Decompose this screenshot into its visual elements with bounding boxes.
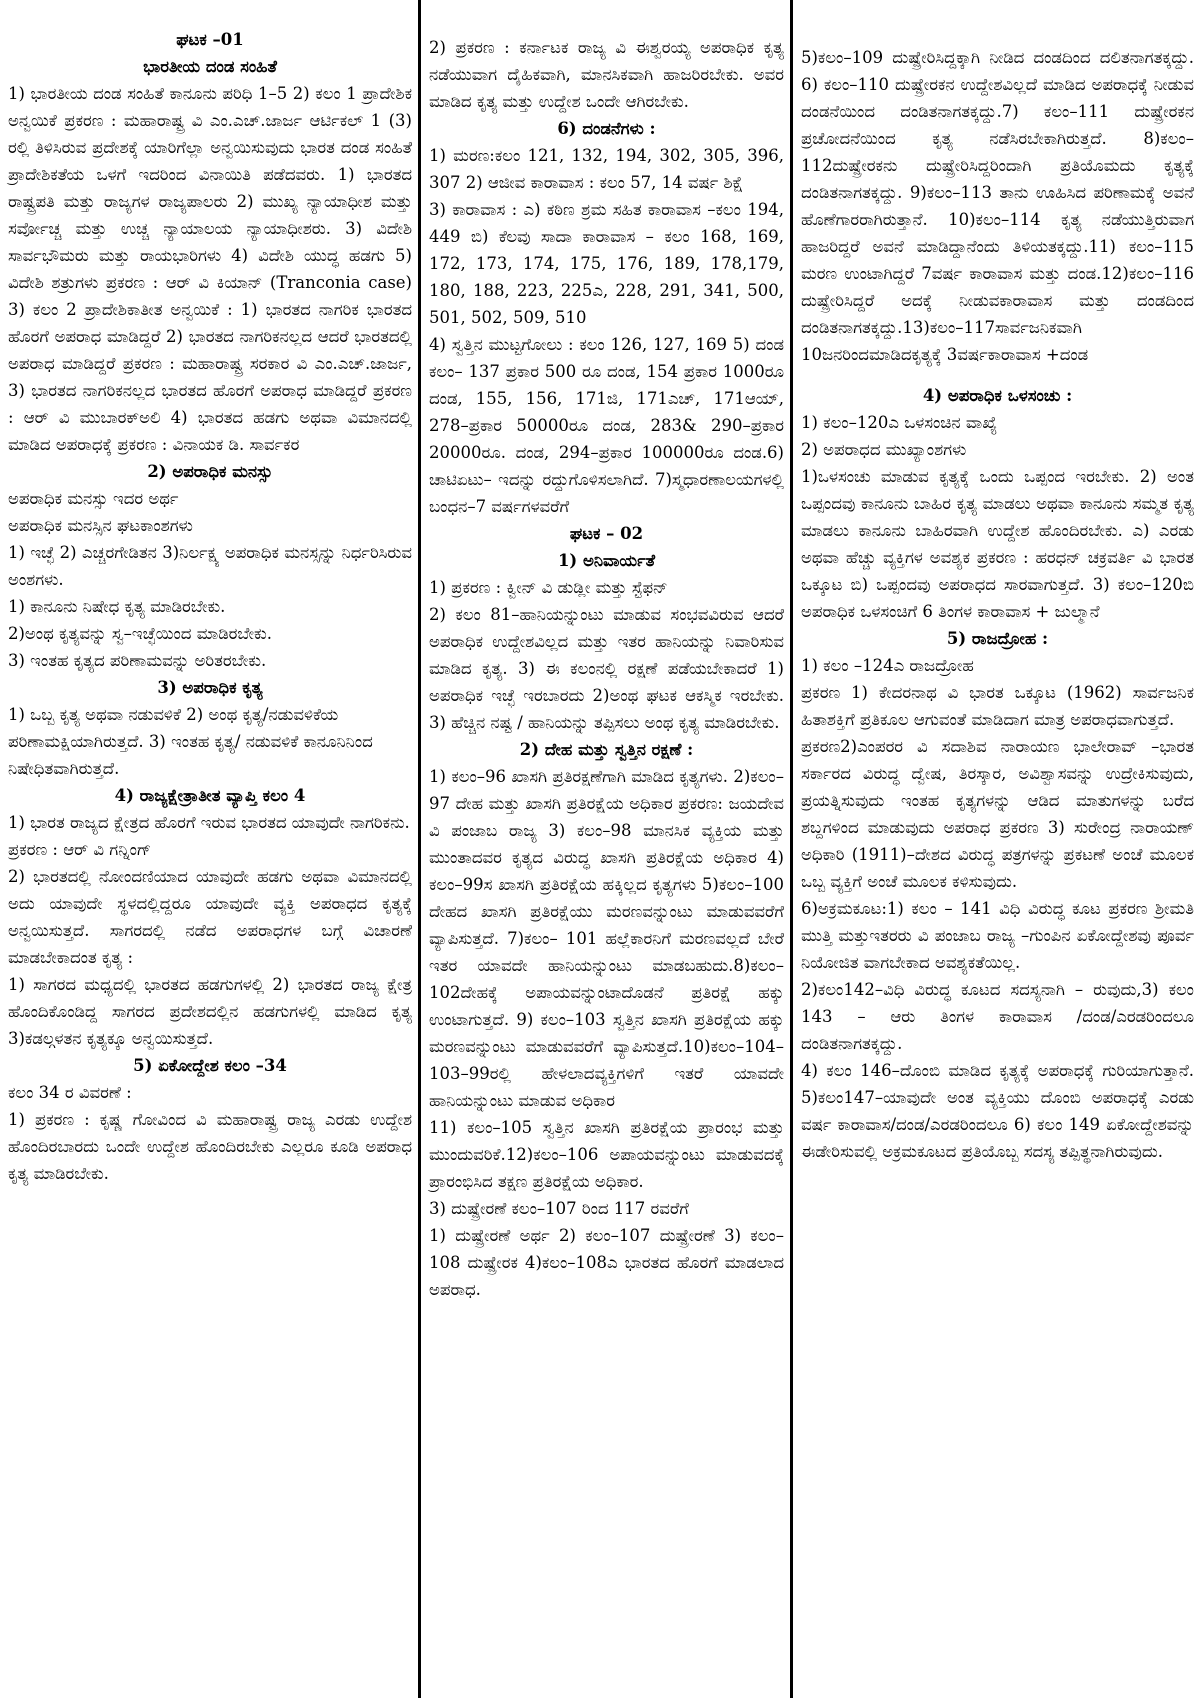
spacer [801,368,1194,382]
paragraph: 1) ಕಾನೂನು ನಿಷೇಧ ಕೃತ್ಯ ಮಾಡಿರಬೇಕು. [8,597,226,616]
paragraph: 1) ಕಲಂ –124ಎ ರಾಜದ್ರೋಹ [801,656,974,675]
paragraph: ಕಲಂ 34 ರ ವಿವರಣೆ : [8,1083,132,1102]
paragraph: 1) ಇಚ್ಛೆ 2) ಎಚ್ಚರಗೇಡಿತನ 3)ನಿರ್ಲಕ್ಷ್ಯ ಅಪರಾಧಿಕ ಮನಸ್ಸನ್ನು ನಿರ್ಧರಿಸಿರುವ ಅಂಶಗಳು. [8,543,412,589]
section-heading: 4) ಅಪರಾಧಿಕ ಒಳಸಂಚು : [922,386,1073,405]
paragraph: ಪರಿಣಾಮಕ್ಷಿಯಾಗಿರುತ್ತದೆ. 3) ಇಂತಹ ಕೃತ್ಯ/ ನಡುವಳಿಕೆ ಕಾನೂನಿನಿಂದ [8,732,373,751]
paragraph: 1) ಒಬ್ಬ ಕೃತ್ಯ ಅಥವಾ ನಡುವಳಿಕೆ 2) ಅಂಥ ಕೃತ್ಯ/ನಡುವಳಿಕೆಯ [8,705,339,724]
paragraph: 1) ಸಾಗರದ ಮಧ್ಯದಲ್ಲಿ ಭಾರತದ ಹಡಗುಗಳಲ್ಲಿ 2) ಭಾರತದ ರಾಜ್ಯ ಕ್ಷೇತ್ರ ಹೊಂದಿಕೊಂಡಿದ್ದ ಸಾಗರದ ಪ್ರದೇಶದಲ್ಲಿನ ಹಡಗುಗಳಲ್ಲಿ ಮಾಡಿದ ಕೃತ್ಯ 3)ಕಡಲ್ಗಳತನ ಕೃತ್ಯಕ್ಕೂ ಅನ್ವಯಿಸುತ್ತದೆ. [8,975,412,1048]
paragraph: 3) ಕಾರಾವಾಸ : ಎ) ಕಠಿಣ ಶ್ರಮ ಸಹಿತ ಕಾರಾವಾಸ –ಕಲಂ 194, 449 ಬಿ) ಕೆಲವು ಸಾದಾ ಕಾರಾವಾಸ – ಕಲಂ 168, 169, 172, 173, 174, 175, 176, 189, 178,179, 180, 188, 223, 225ಎ, 228, 291, 341, 500, 501, 502, 509, 510 [429,200,784,327]
paragraph: ಪ್ರಕರಣ 1) ಕೇದರನಾಥ ವಿ ಭಾರತ ಒಕ್ಕೂಟ (1962) ಸಾರ್ವಜನಿಕ ಹಿತಾಶಕ್ತಿಗೆ ಪ್ರತಿಕೂಲ ಆಗುವಂತೆ ಮಾಡಿದಾಗ ಮಾತ್ರ ಅಪರಾಧವಾಗುತ್ತದೆ. [801,683,1194,729]
paragraph: 2) ಕಲಂ 81–ಹಾನಿಯನ್ನುಂಟು ಮಾಡುವ ಸಂಭವವಿರುವ ಆದರೆ ಅಪರಾಧಿಕ ಉದ್ದೇಶವಿಲ್ಲದ ಮತ್ತು ಇತರ ಹಾನಿಯನ್ನು ನಿವಾರಿಸುವ ಮಾಡಿದ ಕೃತ್ಯ. 3) ಈ ಕಲಂನಲ್ಲಿ ರಕ್ಷಣೆ ಪಡೆಯಬೇಕಾದರೆ 1) ಅಪರಾಧಿಕ ಇಚ್ಛೆ ಇರಬಾರದು 2)ಅಂಥ ಘಟಕ ಆಕಸ್ಮಿಕ ಇರಬೇಕು. 3) ಹೆಚ್ಚಿನ ನಷ್ಟ / ಹಾನಿಯನ್ನು ತಪ್ಪಿಸಲು ಅಂಥ ಕೃತ್ಯ ಮಾಡಿರಬೇಕು. [429,605,784,732]
paragraph: 3) ದುಷ್ಪ್ರೇರಣೆ ಕಲಂ–107 ರಿಂದ 117 ರವರೆಗೆ [429,1199,689,1218]
paragraph: 4) ಸ್ವತ್ತಿನ ಮುಟ್ಟಗೋಲು : ಕಲಂ 126, 127, 169 5) ದಂಡ ಕಲಂ– 137 ಪ್ರಕಾರ 500 ರೂ ದಂಡ, 154 ಪ್ರಕಾರ 1000ರೂ ದಂಡ, 155, 156, 171ಜಿ, 171ಎಚ್, 171ಆಯ್, 278–ಪ್ರಕಾರ 50000ರೂ ದಂಡ, 283& 290–ಪ್ರಕಾರ 20000ರೂ. ದಂಡ, 294–ಪ್ರಕಾರ 100000ರೂ ದಂಡ.6) ಚಾಟಿಏಟು– ಇದನ್ನು ರದ್ದುಗೊಳಿಸಲಾಗಿದೆ. 7)ಸ್ಮಧಾರಣಾಲಯಗಳಲ್ಲಿ ಬಂಧನ–7 ವರ್ಷಗಳವರೆಗೆ [429,335,784,516]
paragraph: 2) ಅಪರಾಧದ ಮುಖ್ಯಾಂಶಗಳು [801,440,967,459]
section-heading: 4) ರಾಜ್ಯಕ್ಷೇತ್ರಾತೀತ ವ್ಯಾಪ್ತಿ ಕಲಂ 4 [114,786,306,805]
paragraph: 1) ಪ್ರಕರಣ : ಕ್ವೀನ್ ವಿ ಡುಡ್ಲೀ ಮತ್ತು ಸ್ಟೆಫನ್ [429,578,668,597]
paragraph: 1) ದುಷ್ಪ್ರೇರಣೆ ಅರ್ಥ 2) ಕಲಂ–107 ದುಷ್ಪ್ರೇರಣೆ 3) ಕಲಂ–108 ದುಷ್ಪ್ರೇರಕ 4)ಕಲಂ–108ಎ ಭಾರತದ ಹೊರಗೆ ಮಾಡಲಾದ ಅಪರಾಧ. [429,1226,784,1299]
column-right [790,0,1200,1698]
paragraph: 1) ಭಾರತೀಯ ದಂಡ ಸಂಹಿತೆ ಕಾನೂನು ಪರಿಧಿ 1–5 2) ಕಲಂ 1 ಪ್ರಾದೇಶಿಕ ಅನ್ವಯಿಕೆ ಪ್ರಕರಣ : ಮಹಾರಾಷ್ಟ್ರ ವಿ ಎಂ.ಎಚ್.ಜಾರ್ಜ ಆರ್ಟಿಕಲ್ 1 (3) ರಲ್ಲಿ ತಿಳಿಸಿರುವ ಪ್ರದೇಶಕ್ಕೆ ಯಾರಿಗೆಲ್ಲಾ ಅನ್ವಯಿಸುವುದು ಭಾರತ ದಂಡ ಸಂಹಿತೆ ಪ್ರಾದೇಶಿಕತೆಯ ಒಳಗೆ ಇದರಿಂದ ವಿನಾಯಿತಿ ಪಡೆದವರು. 1) ಭಾರತದ ರಾಷ್ಟ್ರಪತಿ ಮತ್ತು ರಾಜ್ಯಗಳ ರಾಜ್ಯಪಾಲರು 2) ಮುಖ್ಯ ನ್ಯಾಯಾಧೀಶ ಮತ್ತು ಸರ್ವೋಚ್ಚ ಮತ್ತು ಉಚ್ಚ ನ್ಯಾಯಾಲಯ ನ್ಯಾಯಾಧೀಶರು. 3) ವಿದೇಶಿ ಸಾರ್ವಭೌಮರು ಮತ್ತು ರಾಯಭಾರಿಗಳು 4) ವಿದೇಶಿ ಯುದ್ಧ ಹಡಗು 5) ವಿದೇಶಿ ಶತ್ರುಗಳು ಪ್ರಕರಣ : ಆರ್ ವಿ ಕಿಯಾನ್ (Tranconia case) 3) ಕಲಂ 2 ಪ್ರಾದೇಶಿಕಾತೀತ ಅನ್ವಯಿಕೆ : 1) ಭಾರತದ ನಾಗರಿಕ ಭಾರತದ ಹೊರಗೆ ಅಪರಾಧ ಮಾಡಿದ್ದರೆ 2) ಭಾರತದ ನಾಗರಿಕನಲ್ಲದ ಆದರೆ ಭಾರತದಲ್ಲಿ ಅಪರಾಧ ಮಾಡಿದ್ದರೆ ಪ್ರಕರಣ : ಮಹಾರಾಷ್ಟ್ರ ಸರಕಾರ ವಿ ಎಂ.ಎಚ್.ಜಾರ್ಜ, 3) ಭಾರತದ ನಾಗರಿಕನಲ್ಲದ ಭಾರತದ ಹೊರಗೆ ಅಪರಾಧ ಮಾಡಿದ್ದರೆ ಪ್ರಕರಣ : ಆರ್ ವಿ ಮುಬಾರಕ್‌ಅಲಿ 4) ಭಾರತದ ಹಡಗು ಅಥವಾ ವಿಮಾನದಲ್ಲಿ ಮಾಡಿದ ಅಪರಾಧಕ್ಕೆ ಪ್ರಕರಣ : ವಿನಾಯಕ ಡಿ. ಸಾರ್ವಕರ [8,84,412,454]
paragraph: 1) ಪ್ರಕರಣ : ಕೃಷ್ಣ ಗೋವಿಂದ ವಿ ಮಹಾರಾಷ್ಟ್ರ ರಾಜ್ಯ ಎರಡು ಉದ್ದೇಶ ಹೊಂದಿರಬಾರದು ಒಂದೇ ಉದ್ದೇಶ ಹೊಂದಿರಬೇಕು ಎಲ್ಲರೂ ಕೂಡಿ ಅಪರಾಧ ಕೃತ್ಯ ಮಾಡಿರಬೇಕು. [8,1110,412,1183]
paragraph: 5)ಕಲಂ–109 ದುಷ್ಪ್ರೇರಿಸಿದ್ದಕ್ಕಾಗಿ ನೀಡಿದ ದಂಡದಿಂದ ದಲಿತನಾಗತಕ್ಕದ್ದು. 6) ಕಲಂ–110 ದುಷ್ಪ್ರೇರಕನ ಉದ್ದೇಶವಿಲ್ಲದೆ ಮಾಡಿದ ಅಪರಾಧಕ್ಕೆ ನೀಡುವ ದಂಡನೆಯಿಂದ ದಂಡಿತನಾಗತಕ್ಕದ್ದು.7) ಕಲಂ–111 ದುಷ್ಪ್ರೇರಕನ ಪ್ರಚೋದನೆಯಿಂದ ಕೃತ್ಯ ನಡೆಸಿರಬೇಕಾಗಿರುತ್ತದೆ. 8)ಕಲಂ–112ದುಷ್ಪ್ರೇರಕನು ದುಷ್ಪ್ರೇರಿಸಿದ್ದರಿಂದಾಗಿ ಪ್ರತಿಯೊಮದು ಕೃತ್ಯಕ್ಕೆ ದಂಡಿತನಾಗತಕ್ಕದ್ದು. 9)ಕಲಂ–113 ತಾನು ಊಹಿಸಿದ ಪರಿಣಾಮಕ್ಕೆ ಅವನೆ ಹೊಣೆಗಾರರಾಗಿರುತ್ತಾನೆ. 10)ಕಲಂ–114 ಕೃತ್ಯ ನಡೆಯುತ್ತಿರುವಾಗ ಹಾಜರಿದ್ದರೆ ಅವನೆ ಮಾಡಿದ್ದಾನೆಂದು ತಿಳಿಯತಕ್ಕದ್ದು.11) ಕಲಂ–115 ಮರಣ ಉಂಟಾಗಿದ್ದರೆ 7ವರ್ಷ ಕಾರಾವಾಸ ಮತ್ತು ದಂಡ.12)ಕಲಂ–116 ದುಷ್ಪ್ರೇರಿಸಿದ್ದರೆ ಅದಕ್ಕೆ ನೀಡುವಕಾರಾವಾಸ ಮತ್ತು ದಂಡದಿಂದ ದಂಡಿತನಾಗತಕ್ಕದ್ದು.13)ಕಲಂ–117ಸಾರ್ವಜನಿಕವಾಗಿ 10ಜನರಿಂದಮಾಡಿದಕೃತ್ಯಕ್ಕೆ 3ವರ್ಷಕಾರಾವಾಸ +ದಂಡ [801,48,1194,364]
paragraph: 1) ಭಾರತ ರಾಜ್ಯದ ಕ್ಷೇತ್ರದ ಹೊರಗೆ ಇರುವ ಭಾರತದ ಯಾವುದೇ ನಾಗರಿಕನು. [8,813,410,832]
paragraph: 6)ಅಕ್ರಮಕೂಟ:1) ಕಲಂ – 141 ವಿಧಿ ವಿರುದ್ಧ ಕೂಟ ಪ್ರಕರಣ ಶ್ರೀಮತಿ ಮುತ್ತಿ ಮತ್ತುಇತರರು ವಿ ಪಂಜಾಬ ರಾಜ್ಯ –ಗುಂಪಿನ ಏಕೋದ್ದೇಶವು ಪೂರ್ವ ನಿಯೋಜಿತ ವಾಗಬೇಕಾದ ಅವಶ್ಯಕತೆಯಿಲ್ಲ. [801,899,1194,972]
paragraph: 2) ಪ್ರಕರಣ : ಕರ್ನಾಟಕ ರಾಜ್ಯ ವಿ ಈಶ್ವರಯ್ಯ ಅಪರಾಧಿಕ ಕೃತ್ಯ ನಡೆಯುವಾಗ ದೈಹಿಕವಾಗಿ, ಮಾನಸಿಕವಾಗಿ ಹಾಜರಿರಬೇಕು. ಅವರ ಮಾಡಿದ ಕೃತ್ಯ ಮತ್ತು ಉದ್ದೇಶ ಒಂದೇ ಆಗಿರಬೇಕು. [429,38,784,111]
paragraph: 11) ಕಲಂ–105 ಸ್ವತ್ತಿನ ಖಾಸಗಿ ಪ್ರತಿರಕ್ಷೆಯ ಪ್ರಾರಂಭ ಮತ್ತು ಮುಂದುವರಿಕೆ.12)ಕಲಂ–106 ಅಪಾಯವನ್ನುಂಟು ಮಾಡುವದಕ್ಕೆ ಪ್ರಾರಂಭಿಸಿದ ತಕ್ಷಣ ಪ್ರತಿರಕ್ಷೆಯ ಅಧಿಕಾರ. [429,1118,784,1191]
paragraph: 2) ಭಾರತದಲ್ಲಿ ನೋಂದಣಿಯಾದ ಯಾವುದೇ ಹಡಗು ಅಥವಾ ವಿಮಾನದಲ್ಲಿ ಅದು ಯಾವುದೇ ಸ್ಥಳದಲ್ಲಿದ್ದರೂ ಯಾವುದೇ ವ್ಯಕ್ತಿ ಅಪರಾಧದ ಕೃತ್ಯಕ್ಕೆ ಅನ್ವಯಿಸುತ್ತದೆ. ಸಾಗರದಲ್ಲಿ ನಡೆದ ಅಪರಾಧಗಳ ಬಗ್ಗೆ ವಿಚಾರಣೆ ಮಾಡಬೇಕಾದಂತ ಕೃತ್ಯ : [8,867,412,967]
paragraph: 2)ಅಂಥ ಕೃತ್ಯವನ್ನು ಸ್ವ–ಇಚ್ಛೆಯಿಂದ ಮಾಡಿರಬೇಕು. [8,624,272,643]
section-heading: 5) ಏಕೋದ್ದೇಶ ಕಲಂ –34 [133,1056,287,1075]
paragraph: ಪ್ರಕರಣ2)ಎಂಪರರ ವಿ ಸದಾಶಿವ ನಾರಾಯಣ ಭಾಲೇರಾವ್ –ಭಾರತ ಸರ್ಕಾರದ ವಿರುದ್ಧ ದ್ವೇಷ, ತಿರಸ್ಕಾರ, ಅವಿಶ್ವಾಸವನ್ನು ಉದ್ರೇಕಿಸುವುದು, ಪ್ರಯತ್ನಿಸುವುದು ಇಂತಹ ಕೃತ್ಯಗಳನ್ನು ಆಡಿದ ಮಾತುಗಳನ್ನು ಬರೆದ ಶಬ್ದಗಳಿಂದ ಮಾಡುವುದು ಅಪರಾಧ ಪ್ರಕರಣ 3) ಸುರೇಂದ್ರ ನಾರಾಯಣ್ ಅಧಿಕಾರಿ (1911)–ದೇಶದ ವಿರುದ್ಧ ಪತ್ರಗಳನ್ನು ಪ್ರಕಟಣೆ ಅಂಚೆ ಮೂಲಕ ಒಬ್ಬ ವ್ಯಕ್ತಿಗೆ ಅಂಚೆ ಮೂಲಕ ಕಳಿಸುವುದು. [801,737,1194,891]
section-heading: 5) ರಾಜದ್ರೋಹ : [946,629,1049,648]
section-heading: 2) ದೇಹ ಮತ್ತು ಸ್ವತ್ತಿನ ರಕ್ಷಣೆ : [519,740,694,759]
paragraph: ಪ್ರಕರಣ : ಆರ್ ವಿ ಗನ್ನಿಂಗ್ [8,840,152,859]
paragraph: 1)ಒಳಸಂಚು ಮಾಡುವ ಕೃತ್ಯಕ್ಕೆ ಒಂದು ಒಪ್ಪಂದ ಇರಬೇಕು. 2) ಅಂತ ಒಪ್ಪಂದವು ಕಾನೂನು ಬಾಹಿರ ಕೃತ್ಯ ಮಾಡಲು ಅಥವಾ ಕಾನೂನು ಸಮ್ಮತ ಕೃತ್ಯ ಮಾಡಲು ಕಾನೂನು ಬಾಹಿರವಾಗಿ ಉದ್ದೇಶ ಹೊಂದಿರಬೇಕು. ಎ) ಎರಡು ಅಥವಾ ಹೆಚ್ಚು ವ್ಯಕ್ತಿಗಳ ಅವಶ್ಯಕ ಪ್ರಕರಣ : ಹರಧನ್ ಚಕ್ರವರ್ತಿ ವಿ ಭಾರತ ಒಕ್ಕೂಟ ಬಿ) ಒಪ್ಪಂದವು ಅಪರಾಧದ ಸಾರವಾಗುತ್ತದೆ. 3) ಕಲಂ–120ಬಿ ಅಪರಾಧಿಕ ಒಳಸಂಚಿಗೆ 6 ತಿಂಗಳ ಕಾರಾವಾಸ + ಜುಲ್ಮಾನೆ [801,467,1194,621]
section-heading: 1) ಅನಿವಾರ್ಯತೆ [557,551,656,570]
section-heading: 3) ಅಪರಾಧಿಕ ಕೃತ್ಯ [157,678,263,697]
column-left [0,0,418,1698]
section-heading: ಘಟಕ – 02 [569,524,644,543]
paragraph: 1) ಕಲಂ–96 ಖಾಸಗಿ ಪ್ರತಿರಕ್ಷಣೆಗಾಗಿ ಮಾಡಿದ ಕೃತ್ಯಗಳು. 2)ಕಲಂ–97 ದೇಹ ಮತ್ತು ಖಾಸಗಿ ಪ್ರತಿರಕ್ಷೆಯ ಅಧಿಕಾರ ಪ್ರಕರಣ: ಜಯದೇವ ವಿ ಪಂಜಾಬ ರಾಜ್ಯ 3) ಕಲಂ–98 ಮಾನಸಿಕ ವ್ಯಕ್ತಿಯ ಮತ್ತು ಮುಂತಾದವರ ಕೃತ್ಯದ ವಿರುದ್ಧ ಖಾಸಗಿ ಪ್ರತಿರಕ್ಷೆಯ ಅಧಿಕಾರ 4) ಕಲಂ–99ಸ ಖಾಸಗಿ ಪ್ರತಿರಕ್ಷೆಯ ಹಕ್ಕಿಲ್ಲದ ಕೃತ್ಯಗಳು 5)ಕಲಂ–100 ದೇಹದ ಖಾಸಗಿ ಪ್ರತಿರಕ್ಷೆಯು ಮರಣವನ್ನುಂಟು ಮಾಡುವವರೆಗೆ ವ್ಯಾಪಿಸುತ್ತದೆ. 7)ಕಲಂ– 101 ಹಲ್ಲೆಕಾರನಿಗೆ ಮರಣವಲ್ಲದೆ ಬೇರೆ ಇತರ ಯಾವದೇ ಹಾನಿಯನ್ನುಂಟು ಮಾಡಬಹುದು.8)ಕಲಂ– 102ದೇಹಕ್ಕೆ ಅಪಾಯವನ್ನುಂಟಾದೊಡನೆ ಪ್ರತಿರಕ್ಷೆ ಹಕ್ಕು ಉಂಟಾಗುತ್ತದೆ. 9) ಕಲಂ–103 ಸ್ವತ್ತಿನ ಖಾಸಗಿ ಪ್ರತಿರಕ್ಷೆಯ ಹಕ್ಕು ಮರಣವನ್ನುಂಟು ಮಾಡುವವರೆಗೆ ವ್ಯಾಪಿಸುತ್ತದೆ.10)ಕಲಂ–104–103–99ರಲ್ಲಿ ಹೇಳಲಾದವ್ಯಕ್ತಿಗಳಿಗೆ ಇತರೆ ಯಾವದೇ ಹಾನಿಯನ್ನುಂಟು ಮಾಡುವ ಅಧಿಕಾರ [429,767,784,1110]
paragraph: 1) ಮರಣ:ಕಲಂ 121, 132, 194, 302, 305, 396, 307 2) ಆಜೀವ ಕಾರಾವಾಸ : ಕಲಂ 57, 14 ವರ್ಷ ಶಿಕ್ಷೆ [429,146,784,192]
paragraph: 3) ಇಂತಹ ಕೃತ್ಯದ ಪರಿಣಾಮವನ್ನು ಅರಿತರಬೇಕು. [8,651,267,670]
section-heading: ಭಾರತೀಯ ದಂಡ ಸಂಹಿತೆ [143,57,277,76]
section-heading: 6) ದಂಡನೆಗಳು : [557,119,656,138]
section-heading: 2) ಅಪರಾಧಿಕ ಮನಸ್ಸು [147,462,273,481]
section-heading: ಘಟಕ –01 [176,30,244,49]
paragraph: 1) ಕಲಂ–120ಎ ಒಳಸಂಚಿನ ವಾಖ್ಯೆ [801,413,998,432]
paragraph: 4) ಕಲಂ 146–ದೊಂಬಿ ಮಾಡಿದ ಕೃತ್ಯಕ್ಕೆ ಅಪರಾಧಕ್ಕೆ ಗುರಿಯಾಗುತ್ತಾನೆ. 5)ಕಲಂ147–ಯಾವುದೇ ಅಂತ ವ್ಯಕ್ತಿಯು ದೊಂಬಿ ಅಪರಾಧಕ್ಕೆ ಎರಡು ವರ್ಷ ಕಾರಾವಾಸ/ದಂಡ/ಎರಡರಿಂದಲೂ 6) ಕಲಂ 149 ಏಕೋದ್ದೇಶವನ್ನು ಈಡೇರಿಸುವಲ್ಲಿ ಅಕ್ರಮಕೂಟದ ಪ್ರತಿಯೊಬ್ಬ ಸದಸ್ಯ ತಪ್ಪಿತ್ಥನಾಗಿರುವುದು. [801,1061,1194,1161]
paragraph: ಅಪರಾಧಿಕ ಮನಸ್ಸಿನ ಘಟಕಾಂಶಗಳು [8,516,193,535]
paragraph: ನಿಷೇಧಿತವಾಗಿರುತ್ತದೆ. [8,759,120,778]
paragraph: 2)ಕಲಂ142–ವಿಧಿ ವಿರುದ್ಧ ಕೂಟದ ಸದಸ್ಯನಾಗಿ – ರುವುದು,3) ಕಲಂ 143 – ಆರು ತಿಂಗಳ ಕಾರಾವಾಸ /ದಂಡ/ಎರಡರಿಂದಲೂ ದಂಡಿತನಾಗತಕ್ಕದ್ದು. [801,980,1194,1053]
column-middle [418,0,790,1698]
paragraph: ಅಪರಾಧಿಕ ಮನಸ್ಸು ಇದರ ಅರ್ಥ [8,489,179,508]
